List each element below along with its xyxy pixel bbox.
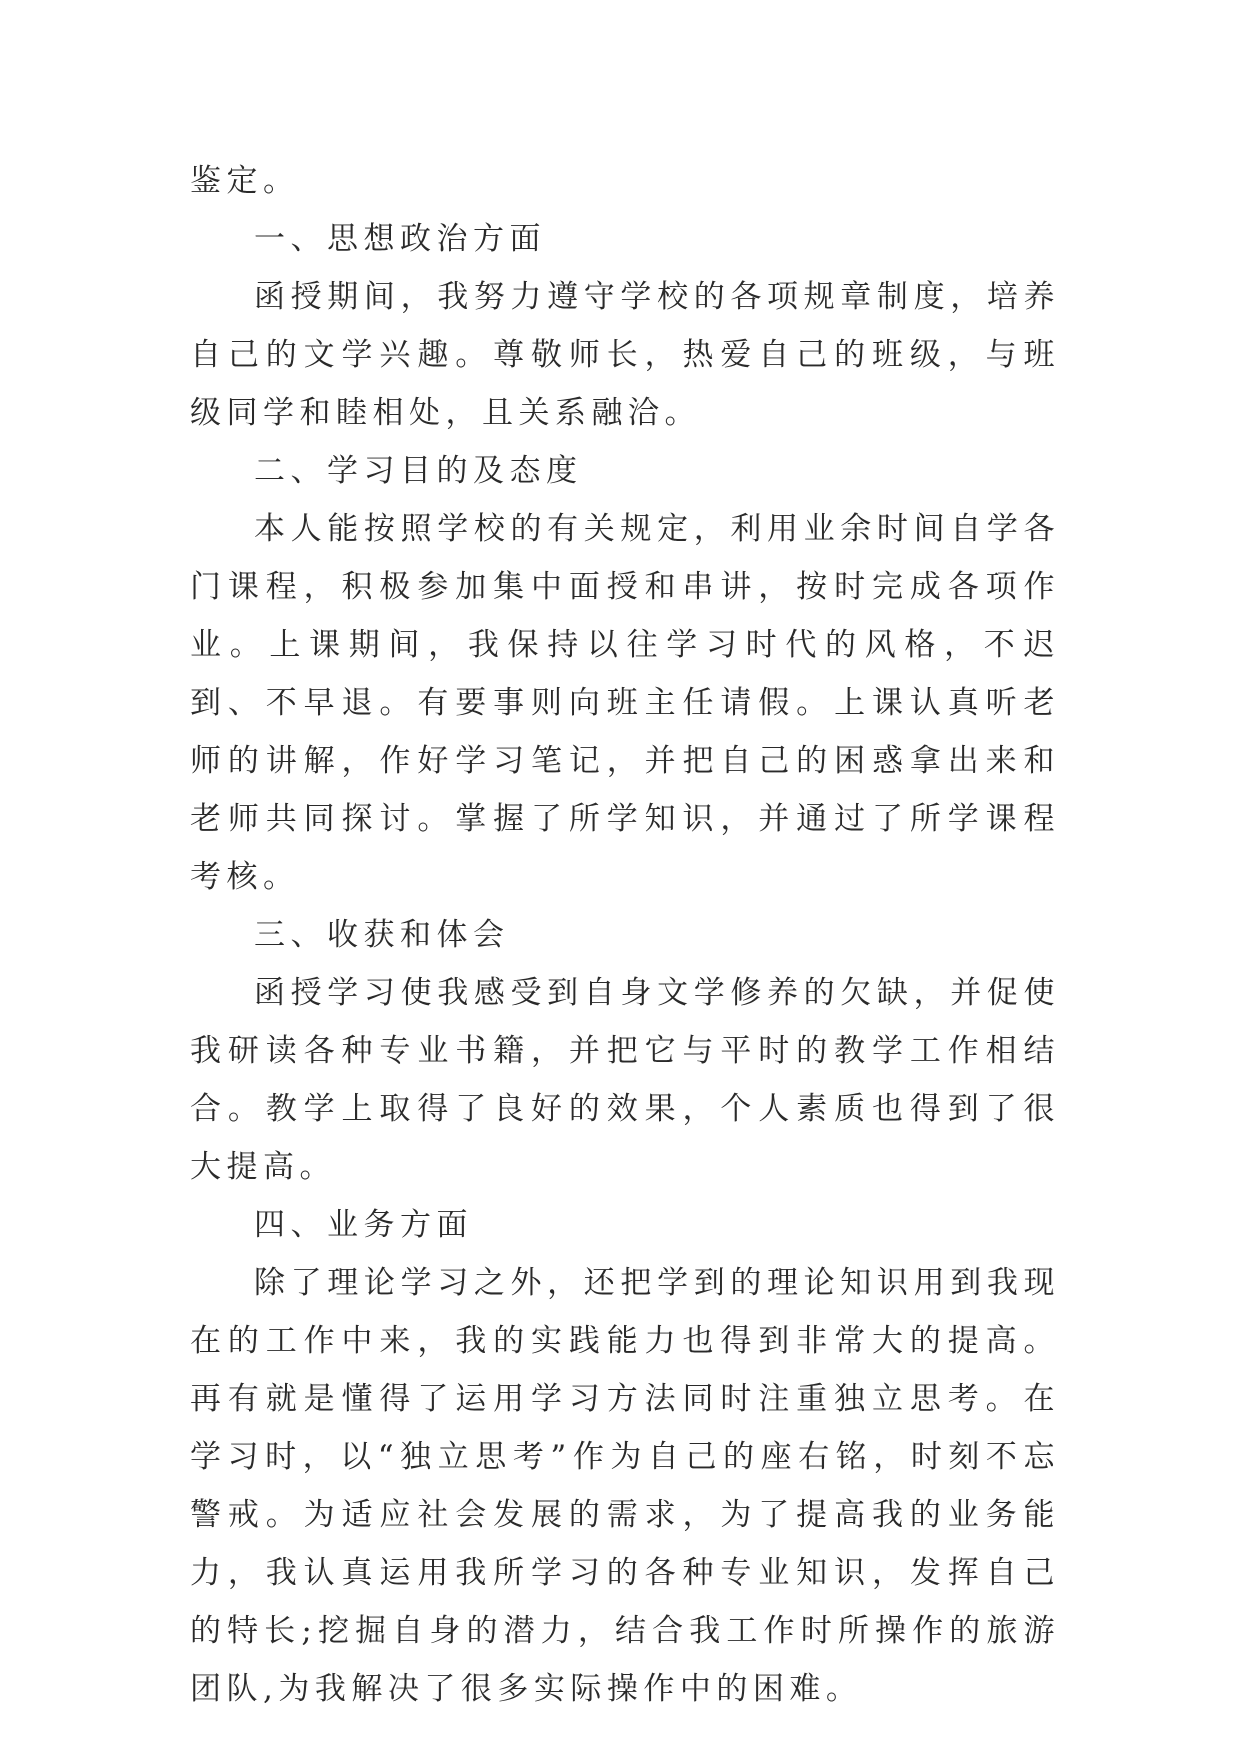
- section-heading-work: 四、业务方面: [254, 1207, 473, 1243]
- section-heading-ideology: 一、思想政治方面: [254, 221, 546, 257]
- section-heading-study-attitude: 二、学习目的及态度: [254, 453, 583, 489]
- paragraph-work: 除了理论学习之外，还把学到的理论知识用到我现在的工作中来，我的实践能力也得到非常大的提高。再有就是懂得了运用学习方法同时注重独立思考。在学习时，以“独立思考”作为自己的座右铭，时刻不忘警戒。为适应社会发展的需求，为了提高我的业务能力，我认真运用我所学习的各种专业知识，发挥自己的特长;挖掘自身的潜力，结合我工作时所操作的旅游团队,为我解决了很多实际操作中的困难。: [190, 1265, 1060, 1707]
- document-body: [190, 152, 1060, 1718]
- section-heading-gains: 三、收获和体会: [254, 917, 510, 953]
- paragraph-study-attitude: 本人能按照学校的有关规定，利用业余时间自学各门课程，积极参加集中面授和串讲，按时完成各项作业。上课期间，我保持以往学习时代的风格，不迟到、不早退。有要事则向班主任请假。上课认真听老师的讲解，作好学习笔记，并把自己的困惑拿出来和老师共同探讨。掌握了所学知识，并通过了所学课程考核。: [190, 511, 1060, 895]
- paragraph-gains: 函授学习使我感受到自身文学修养的欠缺，并促使我研读各种专业书籍，并把它与平时的教学工作相结合。教学上取得了良好的效果，个人素质也得到了很大提高。: [190, 975, 1060, 1185]
- paragraph-closing-word: 鉴定。: [190, 163, 300, 199]
- paragraph-ideology: 函授期间，我努力遵守学校的各项规章制度，培养自己的文学兴趣。尊敬师长，热爱自己的班级，与班级同学和睦相处，且关系融洽。: [190, 279, 1060, 431]
